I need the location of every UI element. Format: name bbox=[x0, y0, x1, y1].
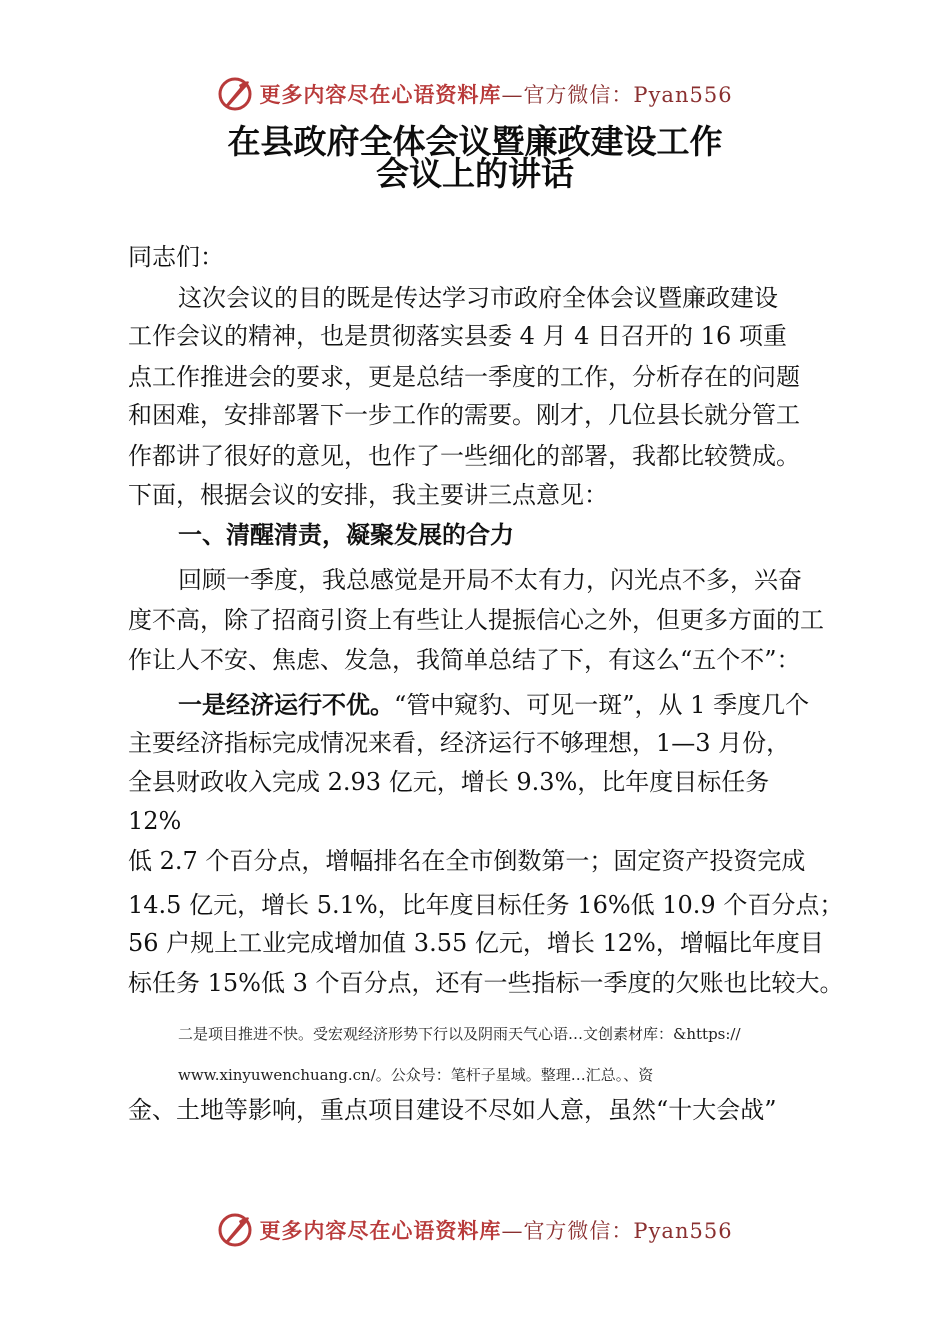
salutation: 同志们： bbox=[128, 243, 224, 271]
paragraph-line: 度不高，除了招商引资上有些让人提振信心之外，但更多方面的工 bbox=[128, 606, 824, 634]
paragraph-line: 14.5 亿元，增长 5.1%，比年度目标任务 16%低 10.9 个百分点； bbox=[128, 891, 844, 919]
paragraph-line: 这次会议的目的既是传达学习市政府全体会议暨廉政建设 bbox=[178, 284, 778, 312]
paragraph-line: 低 2.7 个百分点，增幅排名在全市倒数第一；固定资产投资完成 bbox=[128, 847, 806, 875]
small-print-line: 二是项目推进不快。受宏观经济形势下行以及阴雨天气心语…文创素材库：&https:// bbox=[178, 1025, 741, 1043]
point-lead: 一是经济运行不优。 bbox=[178, 691, 394, 719]
footer-banner bbox=[0, 1210, 950, 1250]
document-title-line-1: 在县政府全体会议暨廉政建设工作 bbox=[227, 122, 723, 161]
banner-separator: — bbox=[501, 83, 524, 107]
paragraph-line: 作让人不安、焦虑、发急，我简单总结了下，有这么“五个不”： bbox=[128, 646, 801, 674]
paragraph-line: 作都讲了很好的意见，也作了一些细化的部署，我都比较赞成。 bbox=[128, 442, 800, 470]
paragraph-line: 全县财政收入完成 2.93 亿元，增长 9.3%，比年度目标任务 bbox=[128, 768, 770, 796]
paragraph-line: 和困难，安排部署下一步工作的需要。刚才，几位县长就分管工 bbox=[128, 401, 800, 429]
banner-main: 更多内容尽在心语资料库 bbox=[259, 82, 502, 107]
section-heading: 一、清醒清责，凝聚发展的合力 bbox=[178, 521, 514, 549]
small-print-line: www.xinyuwenchuang.cn/。公众号：笔杆子星域。整理…汇总。、资 bbox=[178, 1066, 654, 1084]
banner-separator: — bbox=[501, 1219, 524, 1243]
paragraph-line: 回顾一季度，我总感觉是开局不太有力，闪光点不多，兴奋 bbox=[178, 566, 802, 594]
banner-text bbox=[259, 1215, 732, 1245]
banner-wechat: 官方微信：Pyan556 bbox=[523, 83, 733, 107]
quill-logo-icon bbox=[217, 76, 253, 112]
banner-main: 更多内容尽在心语资料库 bbox=[259, 1218, 502, 1243]
paragraph-line: 标任务 15%低 3 个百分点，还有一些指标一季度的欠账也比较大。 bbox=[128, 969, 844, 997]
paragraph-line bbox=[178, 689, 809, 721]
banner-text bbox=[259, 79, 732, 109]
point-text: “管中窥豹、可见一斑”，从 1 季度几个 bbox=[394, 691, 810, 719]
paragraph-line: 金、土地等影响，重点项目建设不尽如人意，虽然“十大会战” bbox=[128, 1096, 777, 1124]
header-banner bbox=[0, 74, 950, 114]
paragraph-line: 主要经济指标完成情况来看，经济运行不够理想，1—3 月份， bbox=[128, 729, 791, 757]
quill-logo-icon bbox=[217, 1212, 253, 1248]
paragraph-line: 工作会议的精神，也是贯彻落实县委 4 月 4 日召开的 16 项重 bbox=[128, 322, 787, 350]
document-title-line-2: 会议上的讲话 bbox=[376, 154, 574, 193]
banner-wechat: 官方微信：Pyan556 bbox=[523, 1219, 733, 1243]
paragraph-line: 下面，根据会议的安排，我主要讲三点意见： bbox=[128, 481, 608, 509]
paragraph-line: 56 户规上工业完成增加值 3.55 亿元，增长 12%，增幅比年度目 bbox=[128, 929, 824, 957]
paragraph-line: 12% bbox=[128, 807, 182, 835]
paragraph-line: 点工作推进会的要求，更是总结一季度的工作，分析存在的问题 bbox=[128, 363, 800, 391]
